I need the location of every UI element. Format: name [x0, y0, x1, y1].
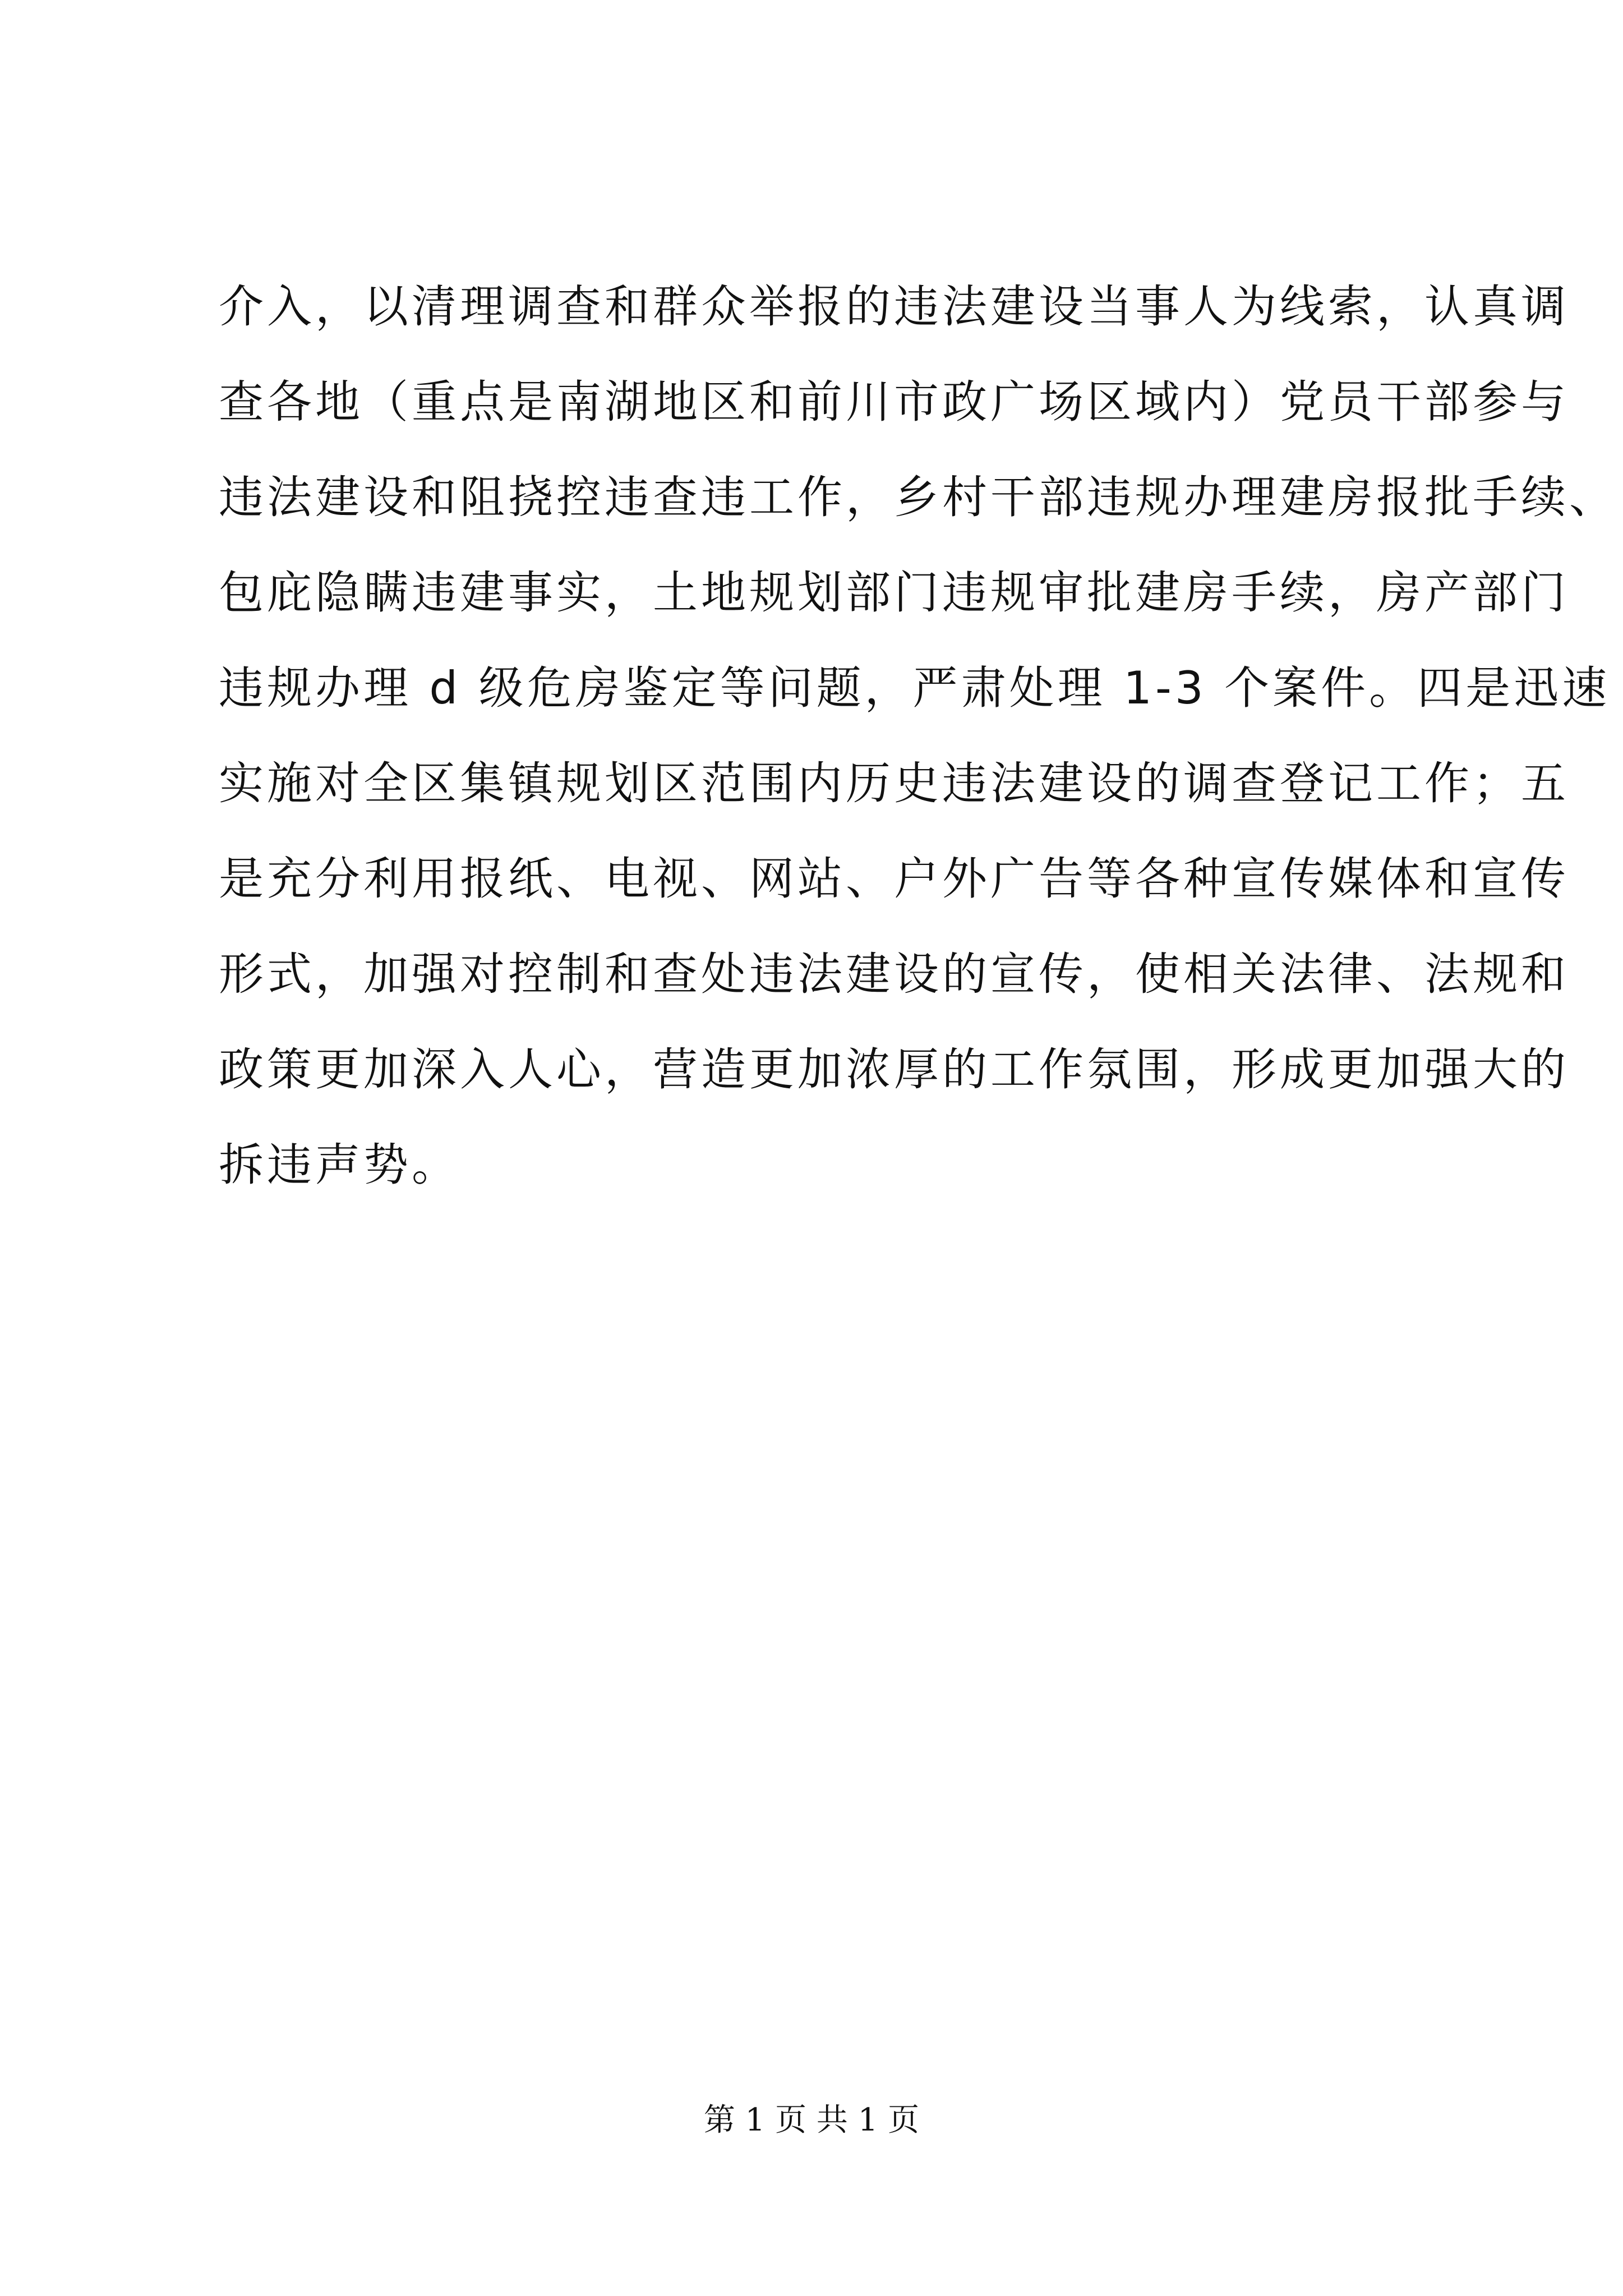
- text-line: 是充分利用报纸、电视、网站、户外广告等各种宣传媒体和宣传: [219, 853, 1569, 905]
- text-line: 违规办理 d 级危房鉴定等问题，严肃处理 1-3 个案件。四是迅速: [219, 662, 1611, 714]
- text-line: 拆违声势。: [219, 1139, 460, 1191]
- page-footer: 第 1 页 共 1 页: [703, 2102, 920, 2138]
- text-line: 查各地（重点是南湖地区和前川市政广场区域内）党员干部参与: [219, 376, 1569, 428]
- text-line: 包庇隐瞒违建事实，土地规划部门违规审批建房手续，房产部门: [219, 567, 1569, 619]
- body-paragraph: [219, 259, 1617, 1213]
- text-line: 违法建设和阻挠控违查违工作，乡村干部违规办理建房报批手续、: [219, 471, 1617, 523]
- text-line: 形式，加强对控制和查处违法建设的宣传，使相关法律、法规和: [219, 948, 1569, 1000]
- text-line: 介入，以清理调查和群众举报的违法建设当事人为线索，认真调: [219, 280, 1569, 333]
- text-line: 政策更加深入人心，营造更加浓厚的工作氛围，形成更加强大的: [219, 1043, 1569, 1096]
- text-line: 实施对全区集镇规划区范围内历史违法建设的调查登记工作；五: [219, 757, 1569, 809]
